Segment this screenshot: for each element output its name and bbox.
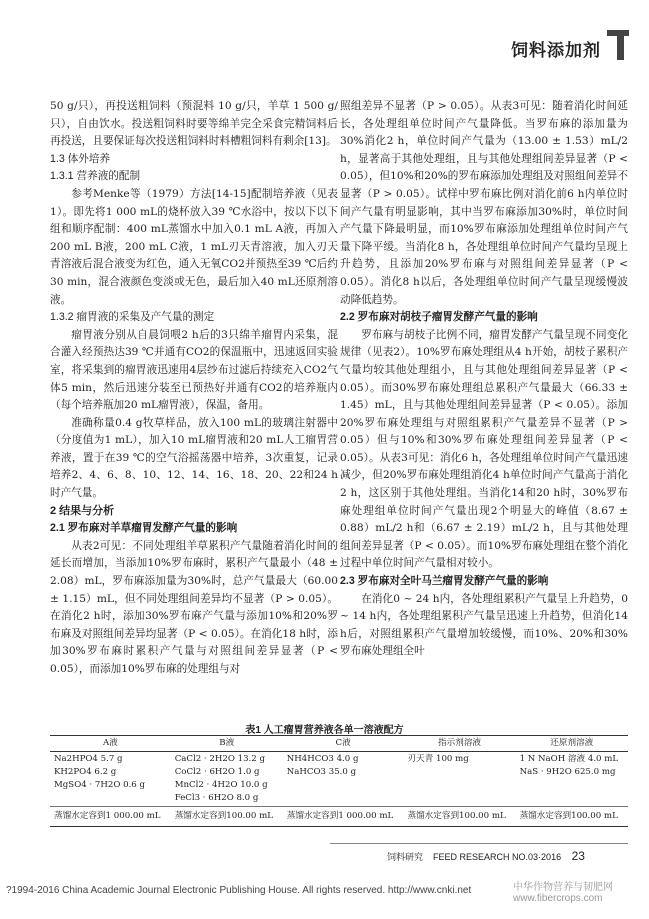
table-final-c: 蒸馏水定容到1 000.00 mL (283, 807, 404, 827)
table-item: NH4HCO3 4.0 g (286, 754, 359, 764)
heading-1-3: 1.3 体外培养 (50, 152, 111, 165)
table-header-b: B液 (171, 736, 283, 752)
left-paragraph-5: 从表2可见：不同处理组羊草累积产气量随着消化时间的延长而增加，当添加10%罗布麻时，累积产气量最小（48 ± 2.08）mL，罗布麻添加量为30%时，总产气量最大（60.00 ± 1.15）mL，但不同处理组间差异均不显著（P > 0.05）。在消化2 h时，添加30%罗布麻产气量与添加10%和20%罗布麻及对照组间差异均显著（P < 0.05）。在消化18 h时，添加30%罗布麻时累积产气量与对照组间差异显著（P < 0.05），而添加10%罗布麻的处理组与对 (50, 539, 338, 675)
left-column (50, 98, 338, 679)
table-item: NaS · 9H2O 625.0 mg (519, 767, 616, 777)
table-final-reductant: 蒸馏水定容到100.00 mL (516, 807, 628, 827)
footer-divider (330, 843, 628, 844)
table-header-reductant: 还原剂溶液 (516, 736, 628, 752)
right-paragraph-2: 罗布麻与胡枝子比例不同，瘤胃发酵产气量呈现不同变化规律（见表2）。10%罗布麻处理组从4 h开始，胡枝子累积产气量均较其他处理组小，且与其他处理组间差异显著（P < 0.05）。而30%罗布麻处理组总累积产气量最大（66.33 ± 1.45）mL，且与其他处理组间差异显著（P < 0.05）。添加20%罗布麻处理组与对照组累积产气量差异不显著（P > 0.05）但与10%和30%罗布麻处理组间差异显著（P < 0.05）。从表3可见：消化6 h，各处理组单位时间产气量迅速减少，但20%罗布麻处理组消化4 h单位时间产气量高于消化2 h，这区别于其他处理组。当消化14和20 h时，30%罗布麻处理组单位时间产气量出现2个明显大的峰值（8.67 ± 0.88）mL/2 h和（6.67 ± 2.19）mL/2 h，且与其他处理组间差异显著（P < 0.05）。而10%罗布麻处理组在整个消化过程中单位时间产气量相对较小。 (340, 328, 628, 570)
heading-1-3-2: 1.3.2 瘤胃液的采集及产气量的测定 (50, 311, 215, 324)
table-title: 表1 人工瘤胃营养液各单一溶液配方 (245, 725, 404, 736)
table-cell-b (171, 752, 283, 807)
table-cell-c (283, 752, 404, 807)
table-item: NaHCO3 35.0 g (286, 767, 357, 777)
table-item: Na2HPO4 5.7 g (54, 754, 123, 764)
table-final-a: 蒸馏水定容到1 000.00 mL (50, 807, 171, 827)
watermark (513, 882, 613, 904)
heading-2-3: 2.3 罗布麻对全叶马兰瘤胃发酵产气量的影响 (340, 575, 549, 588)
left-paragraph-4: 准确称量0.4 g牧草样品，放入100 mL的玻璃注射器中（分度值为1 mL），加入10 mL瘤胃液和20 mL人工瘤胃营养液，置于在39 ℃的空气浴摇荡器中培养，3次重复，记录培养2、4、6、8、10、12、14、16、18、20、22和24 h时产气量。 (50, 416, 338, 500)
table-cell-indicator (403, 752, 515, 807)
recipe-table (50, 735, 628, 827)
left-paragraph-1: 50 g/只），再投送粗饲料（预混料 10 g/只，羊草 1 500 g/只），自由饮水。投送粗饲料时要等绵羊完全采食完精饲料后再投送，且要保证每次投送粗饲料时料槽粗饲料有剩余[13]。 (50, 100, 338, 148)
table-header-c: C液 (283, 736, 404, 752)
table-item: CaCl2 · 2H2O 13.2 g (174, 754, 265, 764)
table-header-a: A液 (50, 736, 171, 752)
right-column (340, 98, 628, 661)
heading-2-2: 2.2 罗布麻对胡枝子瘤胃发酵产气量的影响 (340, 311, 538, 324)
footer-journal-en: FEED RESEARCH NO.03·2016 (433, 852, 562, 862)
table-item: MgSO4 · 7H2O 0.6 g (54, 780, 146, 790)
footer-journal-cn: 饲料研究 (387, 852, 424, 862)
copyright-notice: ?1994-2016 China Academic Journal Electronic Publishing House. All rights reserved. http://www.cnki.net (6, 885, 472, 896)
table-item: 1 N NaOH 溶液 4.0 mL (519, 754, 619, 764)
heading-2-1: 2.1 罗布麻对羊草瘤胃发酵产气量的影响 (50, 522, 238, 535)
left-paragraph-3: 瘤胃液分别从自晨饲喂2 h后的3只绵羊瘤胃内采集，混合灌入经预热达39 ℃并通有CO2的保温瓶中，迅速返回实验室，将采集到的瘤胃液迅速用4层纱布过滤后持续充入CO2气体5 min，然后迅速分装至已预热好并通有CO2的培养瓶内（每个培养瓶加20 mL瘤胃液），保温，备用。 (50, 328, 338, 412)
table-cell-a (50, 752, 171, 807)
right-paragraph-1: 照组差异不显著（P > 0.05）。从表3可见：随着消化时间延长，各处理组单位时间产气量降低。当罗布麻的添加量为30%消化2 h，单位时间产气量为（13.00 ± 1.53）mL/2 h，显著高于其他处理组，且与其他处理组间差异显著（P < 0.05），但10%和20%的罗布麻添加处理组及对照组间差异不显著（P > 0.05）。试样中罗布麻比例对消化前6 h内单位时间产气量有明显影响，其中当罗布麻添加30%时，单位时间产气量下降最明显，而10%罗布麻添加处理组单位时间产气量下降平缓。当消化8 h，各处理组单位时间产气量均呈现上升趋势，且添加20%罗布麻与对照组间差异显著（P < 0.05）。消化8 h以后，各处理组单位时间产气量呈现缓慢波动降低趋势。 (340, 100, 628, 306)
left-paragraph-2: 参考Menke等（1979）方法[14-15]配制培养液（见表1）。即先将1 000 mL的烧杯放入39 ℃水浴中，按以下以下组和顺序配制：400 mL蒸馏水中加入0.1 mL A液，再加入200 mL B液，200 mL C液，1 mL刃天青溶液，加入刃天青溶液后混合液变为红色，通入无氧CO2并预热至39 ℃后约30 min，混合液颜色变淡或无色，最后加入40 mL还原剂溶液。 (50, 187, 338, 306)
table-item: FeCl3 · 6H2O 8.0 g (174, 793, 259, 803)
page-footer (387, 849, 585, 863)
table-final-indicator: 蒸馏水定容到100.00 mL (403, 807, 515, 827)
table-item: 刃天青 100 mg (407, 754, 469, 764)
section-header-title: 饲料添加剂 (511, 41, 601, 60)
heading-1-3-1: 1.3.1 营养液的配制 (50, 170, 141, 183)
table-header-indicator: 指示剂溶液 (403, 736, 515, 752)
table-final-b: 蒸馏水定容到100.00 mL (171, 807, 283, 827)
watermark-line-2: www.fibercrops.com (513, 893, 603, 904)
right-paragraph-3: 在消化0 ~ 24 h内，各处理组累积产气量呈上升趋势，0 ~ 14 h内，各处理组累积产气量呈迅速上升趋势，但消化14 h后，对照组累积产气量增加较缓慢，而10%、20%和30%罗布麻处理组全叶 (340, 592, 628, 658)
table-cell-reductant (516, 752, 628, 807)
table-item: KH2PO4 6.2 g (54, 767, 117, 777)
table-item: CoCl2 · 6H2O 1.0 g (174, 767, 260, 777)
header-corner-mark-icon (607, 30, 629, 60)
heading-2: 2 结果与分析 (50, 504, 115, 517)
watermark-line-1: 中华作物营养与韧肥网 (513, 882, 613, 893)
page-number: 23 (571, 849, 585, 863)
table-item: MnCl2 · 4H2O 10.0 g (174, 780, 268, 790)
